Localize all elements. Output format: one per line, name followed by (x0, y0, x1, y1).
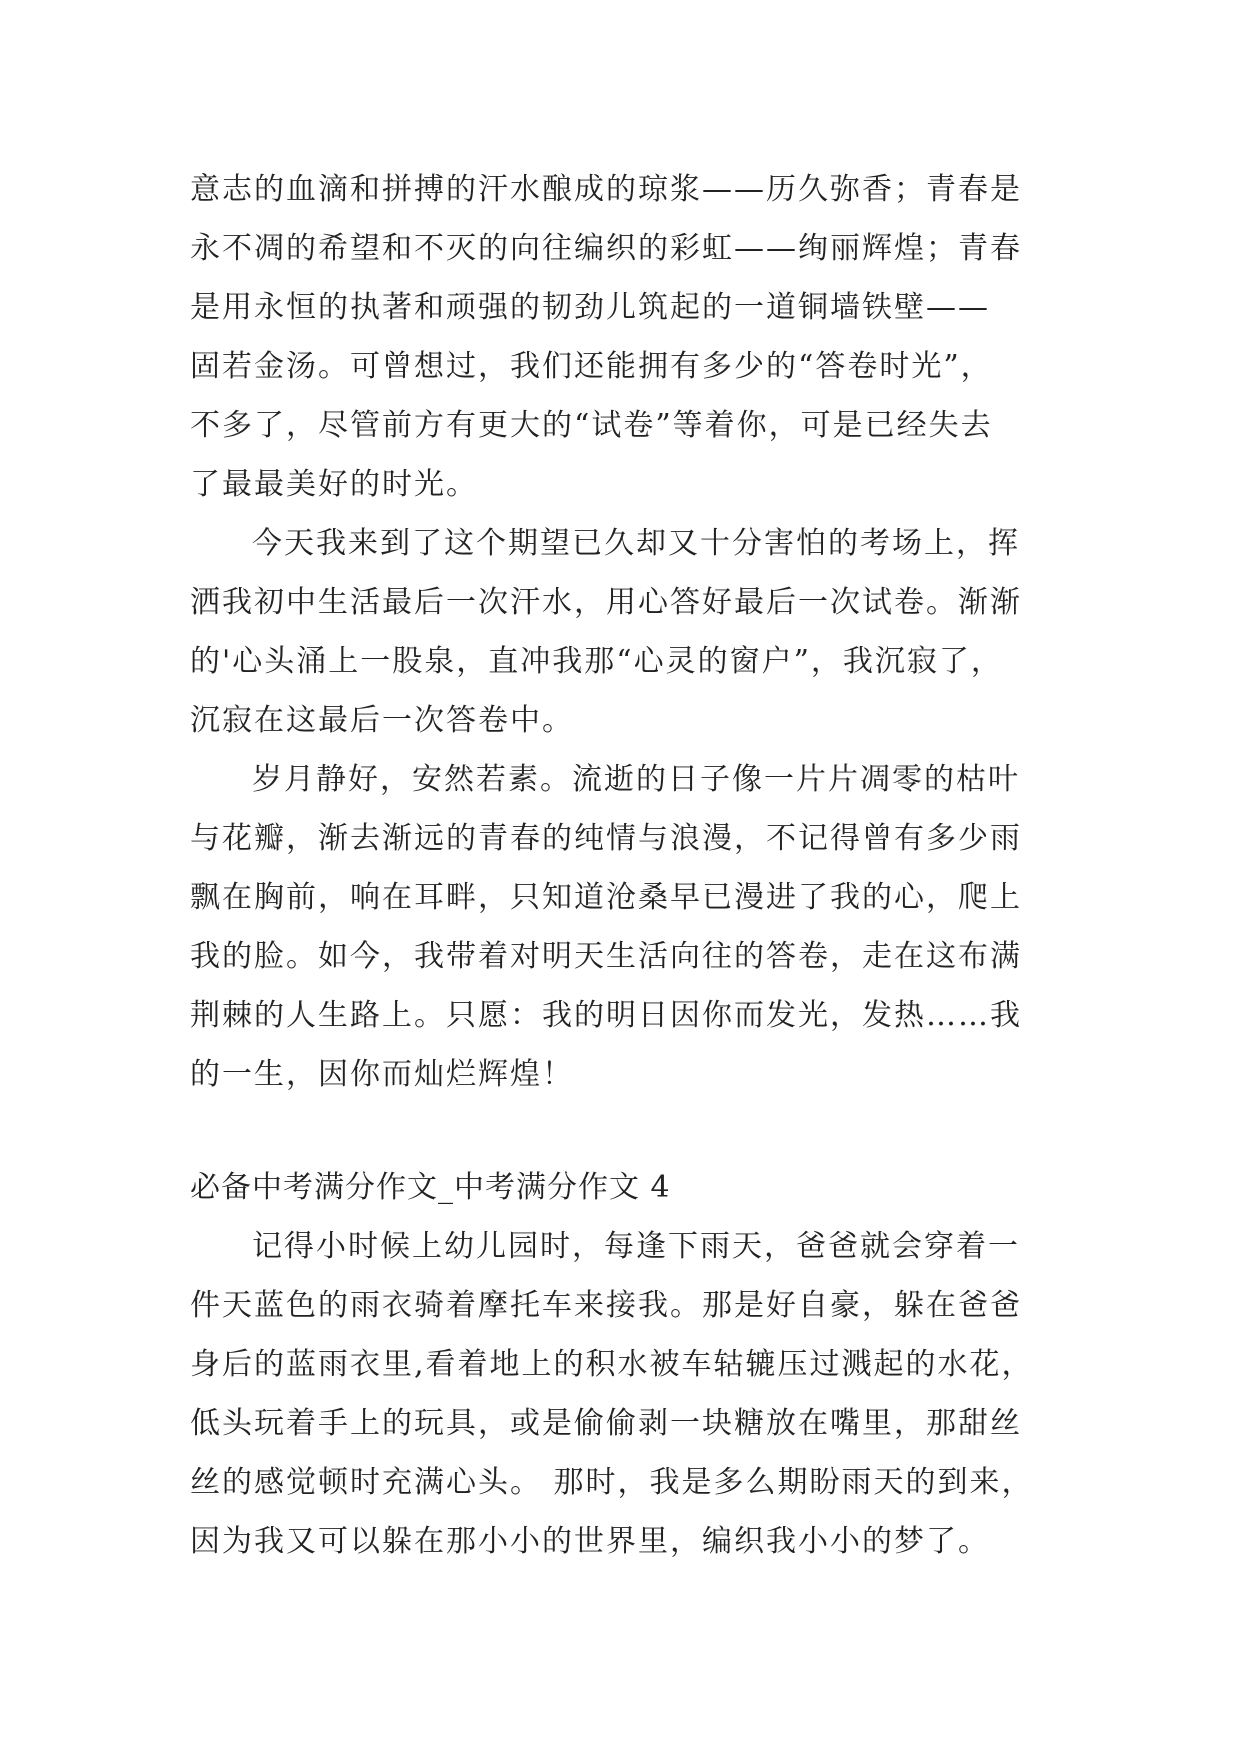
text-line: 不多了，尽管前方有更大的“试卷”等着你，可是已经失去 (190, 408, 993, 443)
text-line: 意志的血滴和拼搏的汗水酿成的琼浆——历久弥香；青春是 (190, 172, 1022, 207)
text-line: 记得小时候上幼儿园时，每逢下雨天，爸爸就会穿着一 (252, 1229, 1020, 1264)
text-line: 的一生，因你而灿烂辉煌！ (190, 1057, 574, 1092)
document-body (190, 160, 1070, 1571)
text-line: 因为我又可以躲在那小小的世界里，编织我小小的梦了。 (190, 1524, 990, 1559)
text-line: 荆棘的人生路上。只愿：我的明日因你而发光，发热……我 (190, 998, 1022, 1033)
paragraph-2 (190, 514, 1070, 750)
text-line: 丝的感觉顿时充满心头。 那时，我是多么期盼雨天的到来， (190, 1465, 1034, 1500)
section-title: 必备中考满分作文_中考满分作文 4 (190, 1170, 671, 1205)
text-line: 洒我初中生活最后一次汗水，用心答好最后一次试卷。渐渐 (190, 585, 1022, 620)
text-line: 固若金汤。可曾想过，我们还能拥有多少的“答卷时光”， (190, 349, 993, 384)
text-line: 今天我来到了这个期望已久却又十分害怕的考场上，挥 (252, 526, 1020, 561)
text-line: 身后的蓝雨衣里,看着地上的积水被车轱辘压过溅起的水花， (190, 1347, 1034, 1382)
text-line: 的'心头涌上一股泉，直冲我那“心灵的窗户”，我沉寂了， (190, 644, 1003, 679)
text-line: 是用永恒的执著和顽强的韧劲儿筑起的一道铜墙铁壁—— (190, 290, 990, 325)
text-line: 与花瓣，渐去渐远的青春的纯情与浪漫，不记得曾有多少雨 (190, 821, 1022, 856)
text-line: 了最最美好的时光。 (190, 467, 478, 502)
text-line: 飘在胸前，响在耳畔，只知道沧桑早已漫进了我的心，爬上 (190, 880, 1022, 915)
text-line: 我的脸。如今，我带着对明天生活向往的答卷，走在这布满 (190, 939, 1022, 974)
text-line: 低头玩着手上的玩具，或是偷偷剥一块糖放在嘴里，那甜丝 (190, 1406, 1022, 1441)
paragraph-1 (190, 160, 1070, 514)
paragraph-3 (190, 750, 1070, 1104)
text-line: 件天蓝色的雨衣骑着摩托车来接我。那是好自豪，躲在爸爸 (190, 1288, 1022, 1323)
text-line: 永不凋的希望和不灭的向往编织的彩虹——绚丽辉煌；青春 (190, 231, 1022, 266)
paragraph-4 (190, 1217, 1070, 1571)
text-line: 沉寂在这最后一次答卷中。 (190, 703, 574, 738)
text-line: 岁月静好，安然若素。流逝的日子像一片片凋零的枯叶 (252, 762, 1020, 797)
